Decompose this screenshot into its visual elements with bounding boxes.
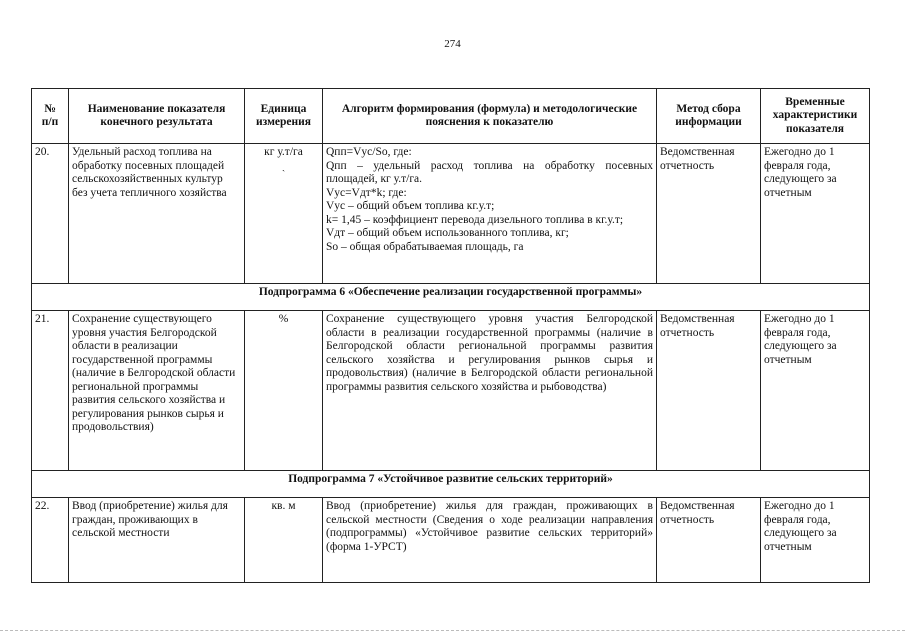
method-cell: Ведомственная отчетность: [657, 311, 761, 471]
formula-line: Vус – общий объем топлива кг.у.т;: [326, 200, 495, 212]
row-number: 21.: [32, 311, 69, 471]
row-number: 22.: [32, 498, 69, 583]
indicators-table: [31, 88, 870, 583]
table-row: [32, 144, 870, 284]
table-row: [32, 311, 870, 471]
indicator-name: Ввод (приобретение) жилья для граждан, проживающих в сельской местности: [69, 498, 245, 583]
subprogram-title: Подпрограмма 7 «Устойчивое развитие сельских территорий»: [32, 471, 870, 498]
algorithm-cell: [323, 144, 657, 284]
indicator-name: Удельный расход топлива на обработку посевных площадей сельскохозяйственных культур без учета тепличного хозяйства: [69, 144, 245, 284]
formula-line: Vус=Vдт*k; где:: [326, 186, 407, 199]
unit-value: %: [245, 311, 323, 471]
header-num: № п/п: [32, 89, 69, 144]
header-unit: Единица измерения: [245, 89, 323, 144]
time-cell: Ежегодно до 1 февраля года, следующего за отчетным: [761, 144, 870, 284]
header-name: Наименование показателя конечного результата: [69, 89, 245, 144]
subprogram-row: [32, 284, 870, 311]
unit-value: кв. м: [245, 498, 323, 583]
method-cell: Ведомственная отчетность: [657, 498, 761, 583]
header-algorithm: Алгоритм формирования (формула) и методологические пояснения к показателю: [323, 89, 657, 144]
footer-scan-edge: [0, 630, 905, 633]
formula-line: Vдт – общий объем использованного топлива, кг;: [326, 227, 569, 239]
unit-value: кг у.т/га: [264, 146, 303, 158]
unit-cell: [245, 144, 323, 284]
subprogram-row: [32, 471, 870, 498]
formula-line: k= 1,45 – коэффициент перевода дизельного топлива в кг.у.т;: [326, 213, 624, 226]
table-row: [32, 498, 870, 583]
header-method: Метод сбора информации: [657, 89, 761, 144]
subprogram-title: Подпрограмма 6 «Обеспечение реализации государственной программы»: [32, 284, 870, 311]
formula-line: Qпп=Vус/So, где:: [326, 146, 412, 158]
indicator-name: Сохранение существующего уровня участия Белгородской области в реализации государственной программы (наличие в Белгородской области региональной программы развития сельского хозяйства и регулирования рынков сырья и продовольствия): [69, 311, 245, 471]
table-header-row: [32, 89, 870, 144]
time-cell: Ежегодно до 1 февраля года, следующего за отчетным: [761, 311, 870, 471]
method-cell: Ведомственная отчетность: [657, 144, 761, 284]
time-cell: Ежегодно до 1 февраля года, следующего за отчетным: [761, 498, 870, 583]
row-number: 20.: [32, 144, 69, 284]
formula-line: So – общая обрабатываемая площадь, га: [326, 240, 524, 253]
header-time: Временные характеристики показателя: [761, 89, 870, 144]
dot-mark: ˎ: [281, 160, 286, 172]
algorithm-cell: Сохранение существующего уровня участия Белгородской области в реализации государственной программы (наличие в Белгородской области региональной программы развития сельского хозяйства и регулирования рынков сырья и продовольствия) (наличие в Белгородской области региональной программы развития сельского хозяйства и рыбоводства): [323, 311, 657, 471]
formula-line: Qпп – удельный расход топлива на обработку посевных площадей, кг у.т/га.: [326, 159, 653, 185]
page-number: 274: [444, 38, 461, 50]
algorithm-cell: Ввод (приобретение) жилья для граждан, проживающих в сельской местности (Сведения о ходе реализации направления (подпрограммы) «Устойчивое развитие сельских территорий» (форма 1-УРСТ): [323, 498, 657, 583]
